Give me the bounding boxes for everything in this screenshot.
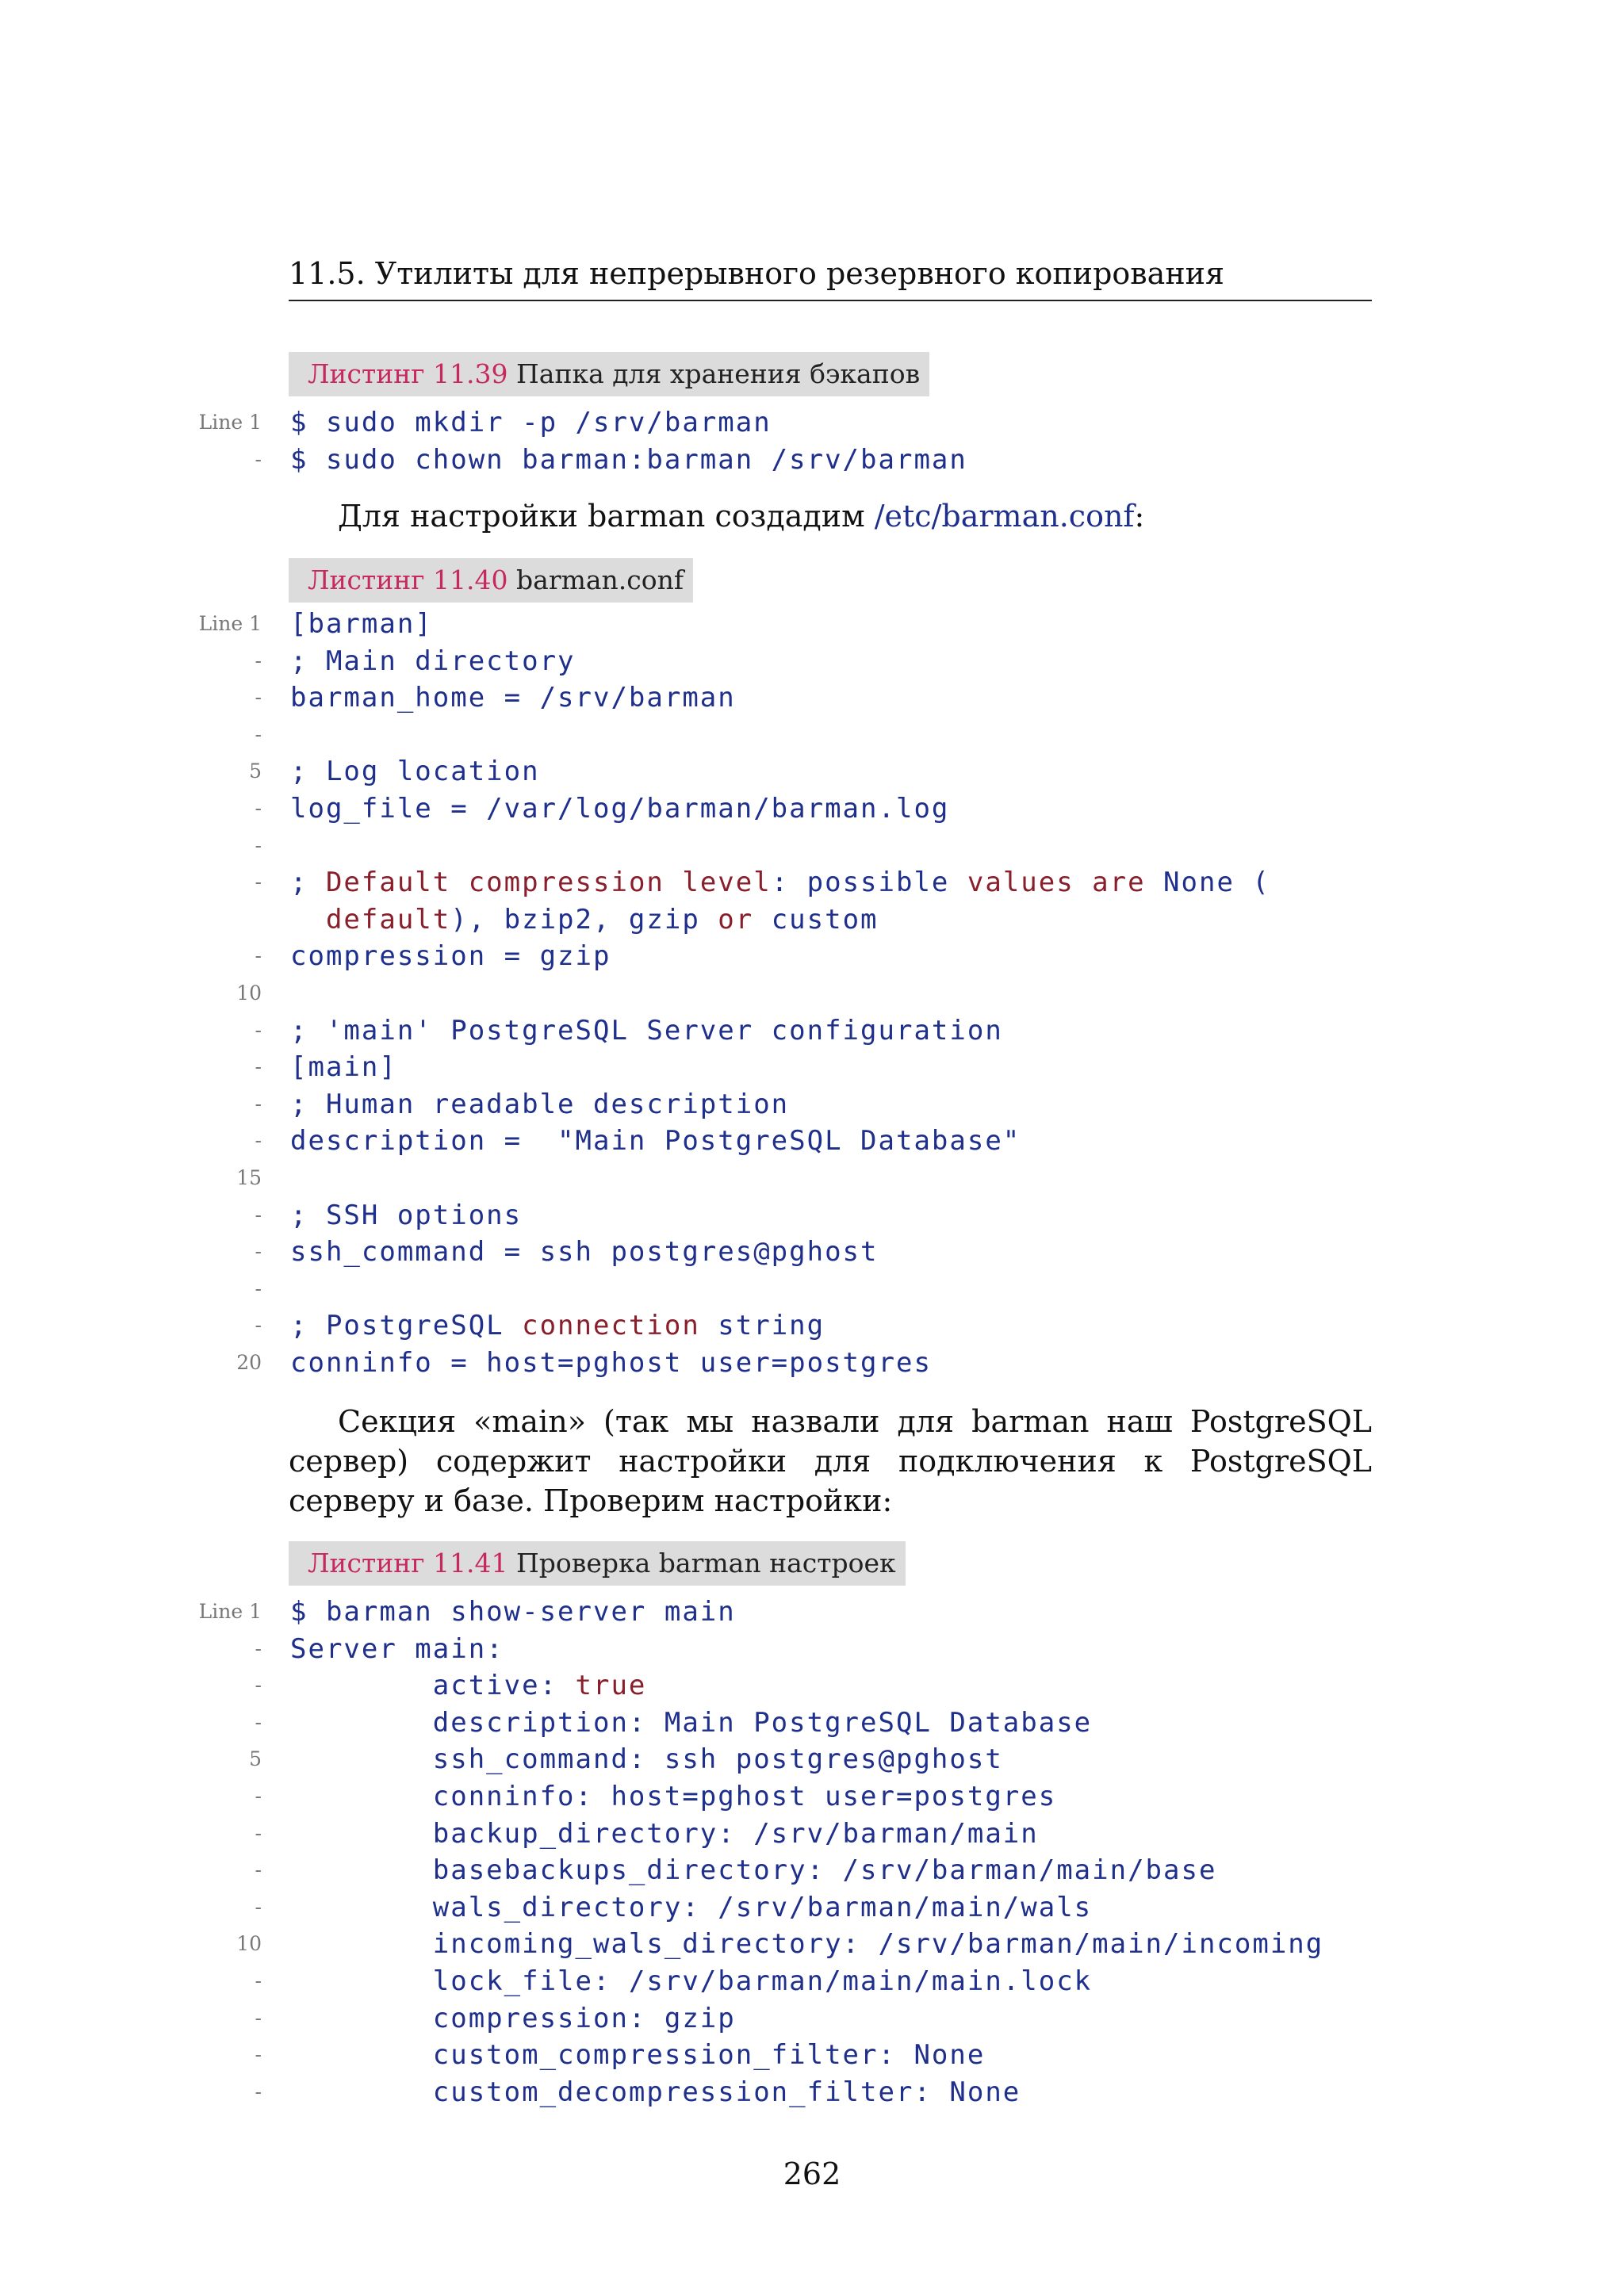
listing-title: barman.conf [516, 564, 684, 595]
code-line [0, 975, 1624, 1012]
code-line [0, 1345, 1624, 1382]
code-segment: conninfo = host=pghost user=postgres [290, 1346, 932, 1379]
code-line [0, 1816, 1624, 1853]
code-line [0, 1086, 1624, 1123]
line-number: - [255, 1710, 262, 1734]
code-text [290, 1667, 646, 1705]
code-segment: basebackups_directory: /srv/barman/main/base [290, 1854, 1217, 1887]
code-text [290, 1778, 1056, 1816]
code-line [0, 1889, 1624, 1927]
code-text [290, 753, 540, 790]
code-line [0, 1234, 1624, 1271]
code-segment: ssh_command: ssh postgres@pghost [290, 1743, 1003, 1776]
code-segment: lock_file: /srv/barman/main/main.lock [290, 1965, 1093, 1997]
code-text [290, 1705, 1092, 1742]
code-text [290, 679, 736, 717]
line-number: 10 [236, 981, 262, 1004]
code-segment: ), bzip2, gzip [450, 903, 718, 936]
code-keyword: default [290, 903, 451, 936]
code-line [0, 2037, 1624, 2074]
line-number: 10 [236, 1932, 262, 1956]
code-line [0, 1631, 1624, 1668]
code-line [0, 717, 1624, 754]
line-number: - [255, 1092, 262, 1115]
line-number: - [255, 1276, 262, 1300]
code-text [290, 790, 949, 828]
code-line [0, 2000, 1624, 2038]
code-segment: [barman] [290, 608, 433, 640]
line-number: - [255, 1969, 262, 1992]
paragraph [289, 496, 1372, 536]
code-line [0, 790, 1624, 828]
code-segment: ; SSH options [290, 1199, 523, 1231]
code-text [290, 1197, 522, 1234]
code-line [0, 2074, 1624, 2111]
code-line [0, 1271, 1624, 1308]
code-line [0, 1012, 1624, 1050]
code-line [0, 1778, 1624, 1816]
code-listing [0, 606, 1624, 1381]
line-number: - [255, 1821, 262, 1845]
listing-caption [289, 1541, 906, 1586]
code-segment: incoming_wals_directory: /srv/barman/main/incoming [290, 1928, 1324, 1961]
code-segment: active: [290, 1670, 576, 1702]
code-segment: None ( [1145, 867, 1270, 899]
code-line [0, 1307, 1624, 1345]
code-text [290, 1123, 1021, 1160]
line-number: - [255, 686, 262, 710]
code-keyword: or [718, 903, 754, 936]
code-segment: custom_compression_filter: None [290, 2039, 986, 2072]
code-segment: [main] [290, 1051, 397, 1084]
code-text [290, 864, 1270, 901]
code-text [290, 404, 772, 442]
code-segment: : possible [771, 867, 967, 899]
line-number: - [255, 1858, 262, 1882]
code-segment: compression: gzip [290, 2002, 736, 2034]
line-number: - [255, 796, 262, 820]
code-text [290, 938, 611, 975]
code-text [290, 901, 879, 939]
line-number: - [255, 447, 262, 471]
code-text [290, 1889, 1092, 1927]
code-segment: log_file = /var/log/barman/barman.log [290, 792, 950, 825]
line-number: - [255, 1203, 262, 1226]
code-line [0, 1705, 1624, 1742]
code-line [0, 404, 1624, 442]
code-listing [0, 404, 1624, 478]
line-number: - [255, 1129, 262, 1153]
code-segment: $ sudo mkdir -p /srv/barman [290, 407, 772, 438]
code-line [0, 442, 1624, 479]
code-keyword: values are [967, 867, 1146, 899]
code-text [290, 2074, 1021, 2111]
code-segment: description: Main PostgreSQL Database [290, 1706, 1093, 1739]
code-line [0, 679, 1624, 717]
code-text [290, 1049, 397, 1086]
code-text [290, 1345, 932, 1382]
code-line [0, 1741, 1624, 1778]
line-number: - [255, 833, 262, 857]
code-text [290, 1852, 1216, 1889]
code-line [0, 1963, 1624, 2000]
code-segment: ; Main directory [290, 645, 576, 677]
code-line [0, 1852, 1624, 1889]
code-text [290, 1963, 1092, 2000]
code-line [0, 938, 1624, 975]
code-line [0, 1926, 1624, 1963]
line-number: - [255, 871, 262, 894]
code-line [0, 1049, 1624, 1086]
code-text [290, 1234, 879, 1271]
code-segment: custom_decompression_filter: None [290, 2076, 1021, 2108]
code-segment: ; PostgreSQL [290, 1310, 523, 1342]
code-line [0, 1197, 1624, 1234]
code-line [0, 1123, 1624, 1160]
code-text [290, 643, 576, 680]
line-number: - [255, 2006, 262, 2030]
code-listing [0, 1594, 1624, 2110]
code-line [0, 828, 1624, 865]
page-number: 262 [783, 2156, 841, 2191]
paragraph-text: Для настройки barman создадим [338, 499, 875, 534]
paragraph-text: : [1134, 499, 1145, 534]
line-number: - [255, 1674, 262, 1697]
code-segment: description = "Main PostgreSQL Database" [290, 1125, 1021, 1158]
code-line [0, 1160, 1624, 1197]
code-segment: Server main: [290, 1632, 504, 1665]
code-text [290, 2000, 736, 2038]
paragraph-text: Секция «main» (так мы назвали для barman наш PostgreSQL сервер) содержит настройки для подключения к PostgreSQL серверу и базе. Проверим настройки: [289, 1404, 1372, 1518]
line-number: 5 [249, 1747, 262, 1771]
code-keyword: connection [522, 1310, 700, 1342]
code-text [290, 1926, 1323, 1963]
code-segment: ; Log location [290, 756, 540, 788]
line-number: - [255, 1636, 262, 1660]
code-line [0, 606, 1624, 643]
code-text [290, 442, 967, 479]
line-number: Line 1 [198, 411, 262, 434]
code-segment: ssh_command = ssh postgres@pghost [290, 1236, 879, 1269]
line-number: - [255, 1055, 262, 1079]
listing-title: Проверка barman настроек [516, 1548, 896, 1578]
code-line [0, 753, 1624, 790]
code-keyword: true [575, 1670, 647, 1702]
code-keyword: Default compression level [325, 867, 772, 899]
code-text [290, 1816, 1039, 1853]
code-line [0, 643, 1624, 680]
running-head: 11.5. Утилиты для непрерывного резервного копирования [289, 252, 1372, 301]
config-path: /etc/barman.conf [874, 499, 1135, 534]
code-line [0, 1594, 1624, 1631]
line-number: - [255, 1314, 262, 1337]
code-line [0, 1667, 1624, 1705]
line-number: - [255, 649, 262, 672]
line-number: - [255, 1895, 262, 1919]
code-text [290, 1741, 1003, 1778]
line-number: 5 [249, 760, 262, 783]
line-number: Line 1 [198, 1600, 262, 1623]
listing-label: Листинг 11.41 [308, 1548, 508, 1578]
listing-title: Папка для хранения бэкапов [516, 358, 921, 389]
line-number: 20 [236, 1350, 262, 1374]
line-number: - [255, 1018, 262, 1042]
code-segment: $ sudo chown barman:barman /srv/barman [290, 443, 967, 476]
code-text [290, 1594, 736, 1631]
code-segment: backup_directory: /srv/barman/main [290, 1817, 1039, 1850]
code-segment: compression = gzip [290, 940, 611, 973]
code-segment: ; Human readable description [290, 1088, 790, 1120]
code-line [0, 864, 1624, 901]
code-text [290, 1631, 504, 1668]
code-segment: wals_directory: /srv/barman/main/wals [290, 1891, 1093, 1923]
line-number: - [255, 944, 262, 968]
line-number: - [255, 722, 262, 746]
line-number: 15 [236, 1165, 262, 1189]
listing-caption [289, 352, 929, 396]
code-text [290, 2037, 985, 2074]
paragraph [289, 1402, 1372, 1521]
line-number: - [255, 1240, 262, 1264]
code-segment: $ barman show-server main [290, 1596, 736, 1628]
line-number: - [255, 2043, 262, 2067]
code-segment: string [699, 1310, 825, 1342]
code-segment: conninfo: host=pghost user=postgres [290, 1780, 1057, 1812]
line-number: - [255, 2080, 262, 2103]
listing-label: Листинг 11.39 [308, 358, 508, 389]
code-segment: custom [753, 903, 879, 936]
code-text [290, 1086, 789, 1123]
code-segment: ; 'main' PostgreSQL Server configuration [290, 1014, 1003, 1047]
code-text [290, 606, 433, 643]
code-segment: ; [290, 867, 326, 899]
code-segment: barman_home = /srv/barman [290, 682, 736, 714]
listing-caption [289, 558, 693, 603]
line-number: Line 1 [198, 612, 262, 635]
listing-label: Листинг 11.40 [308, 564, 508, 595]
code-line [0, 901, 1624, 939]
code-text [290, 1307, 825, 1345]
code-text [290, 1012, 1003, 1050]
line-number: - [255, 1784, 262, 1808]
